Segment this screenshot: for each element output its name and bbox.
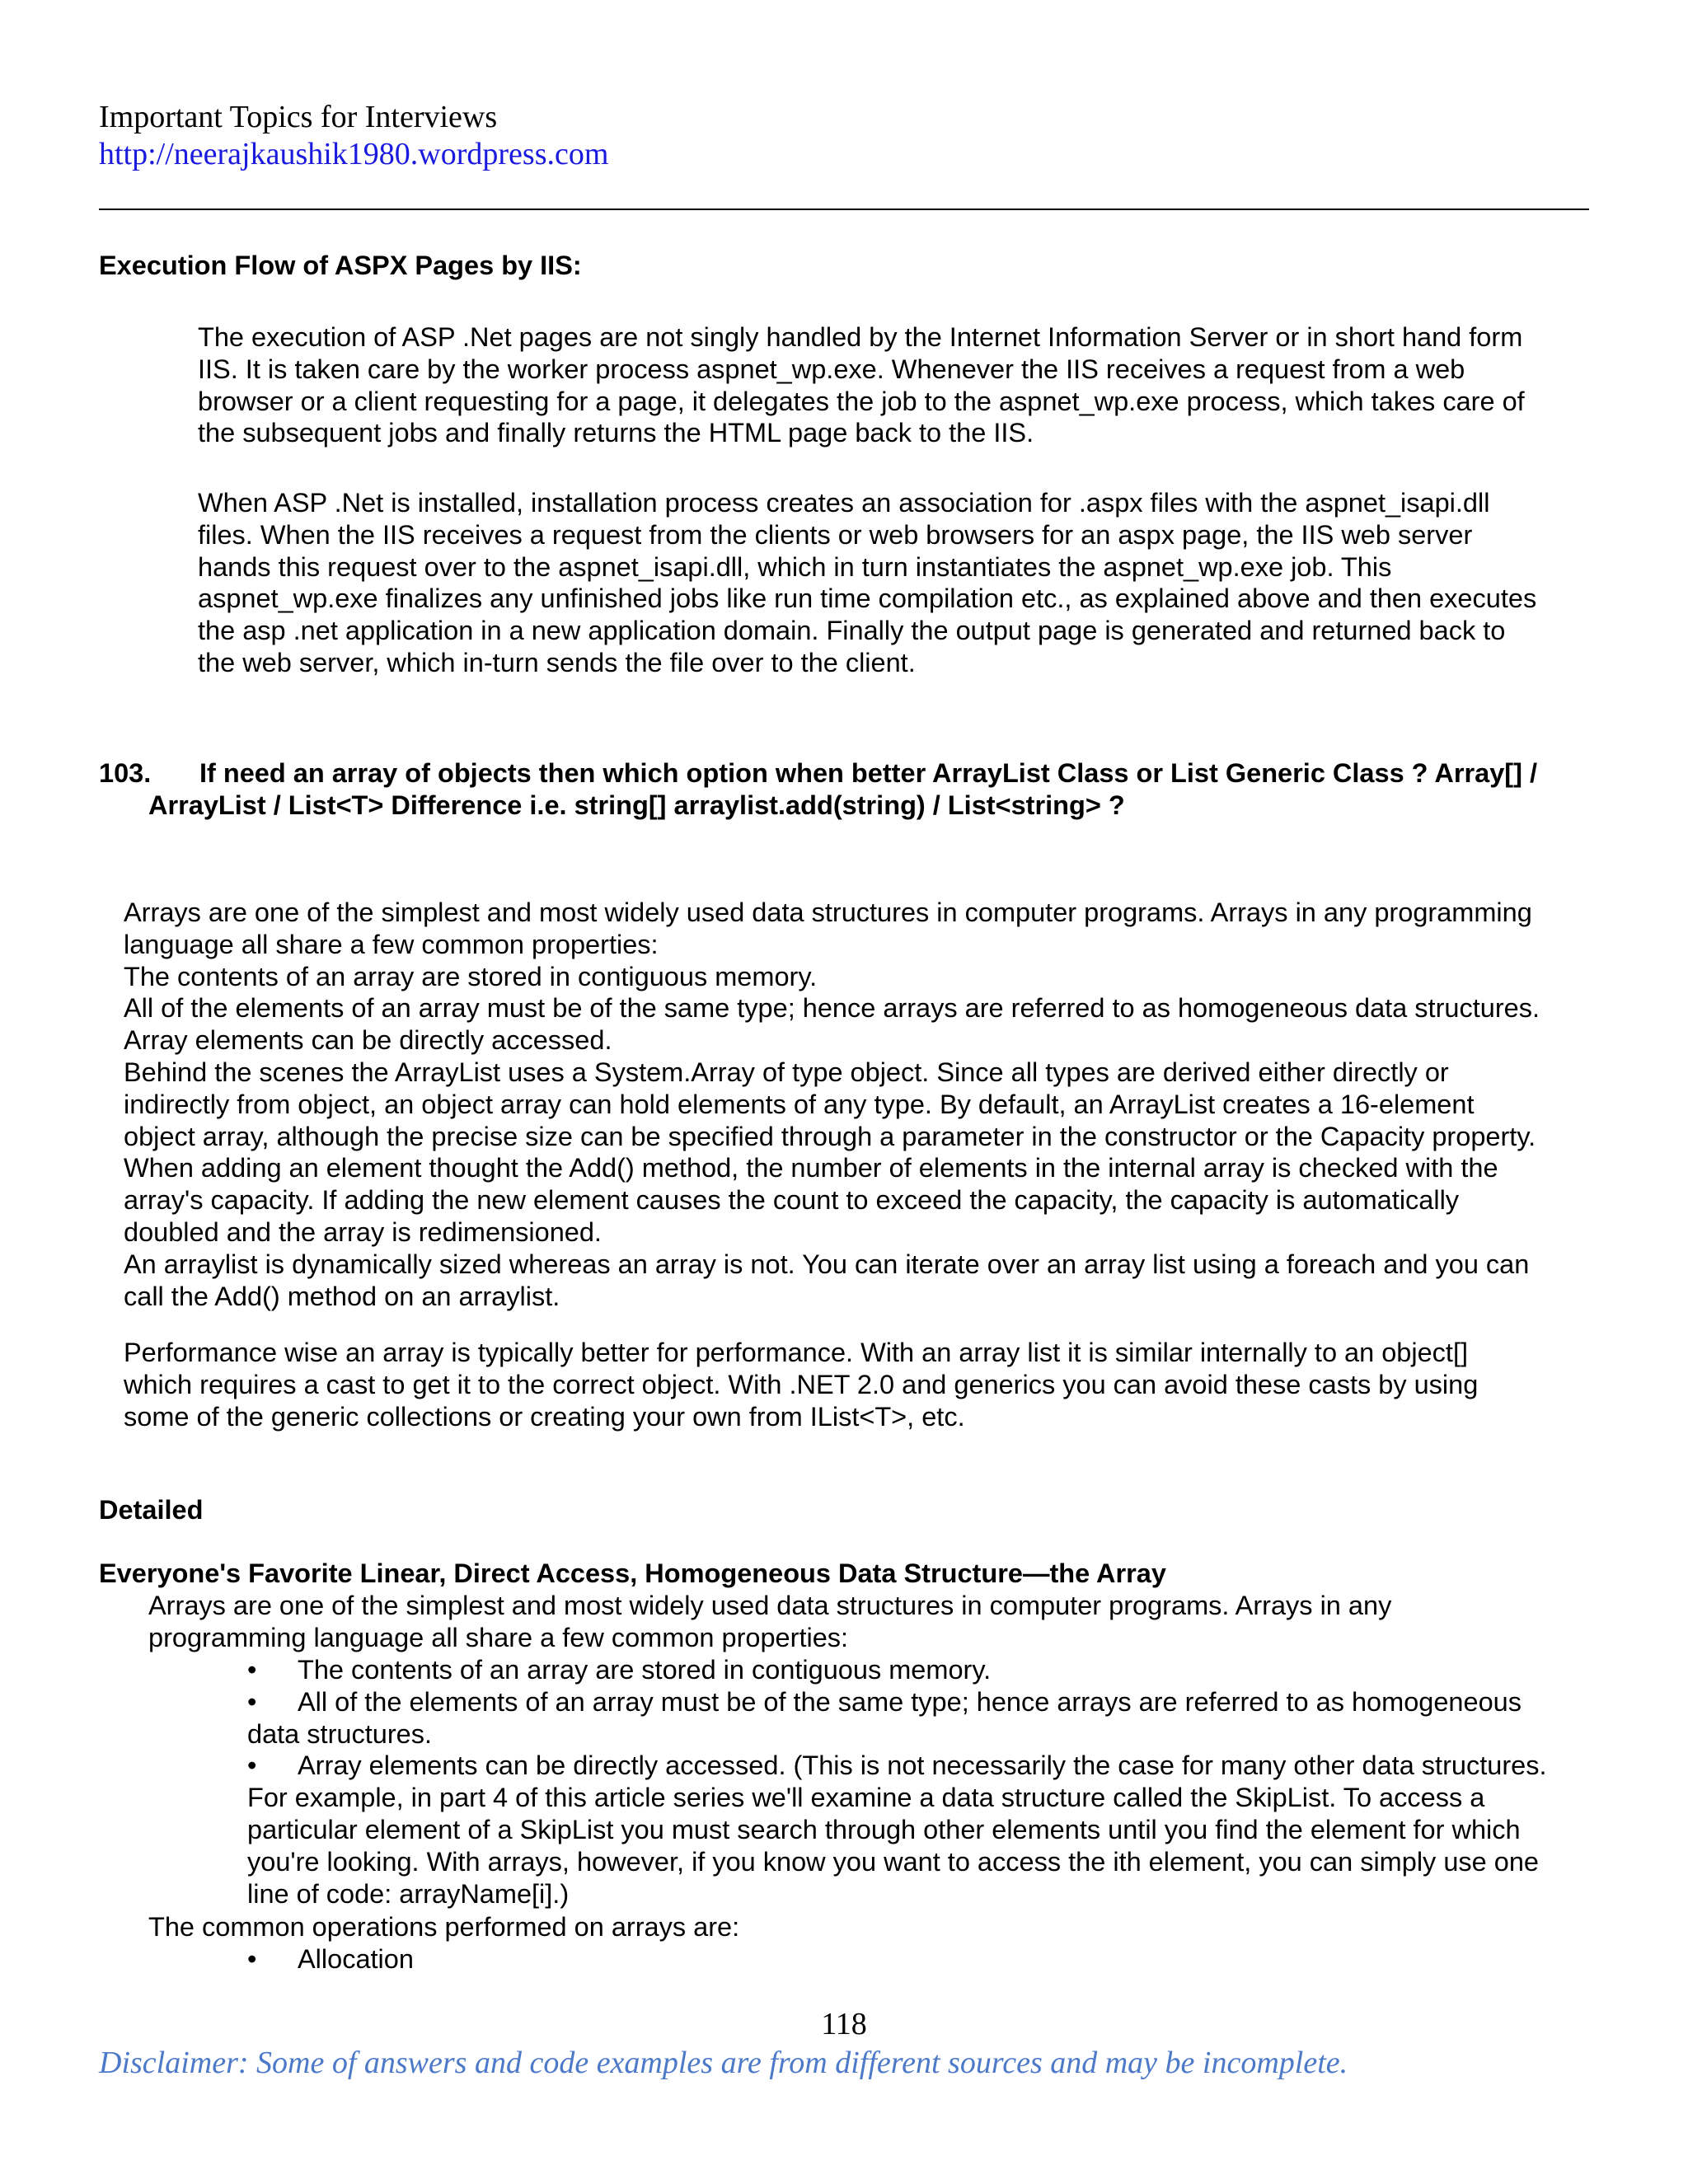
list-item-text: particular element of a SkipList you must search through other elements until you find the element for which <box>247 1814 1521 1844</box>
text-line: the web server, which in-turn sends the file over to the client. <box>198 647 916 677</box>
text-line: Arrays are one of the simplest and most widely used data structures in computer programs. Arrays in any programming <box>124 898 1532 927</box>
text-line: programming language all share a few common properties: <box>148 1622 849 1652</box>
list-item-text: The contents of an array are stored in contiguous memory. <box>298 1655 992 1685</box>
text-line: All of the elements of an array must be of the same type; hence arrays are referred to as homogeneous data structures. <box>124 993 1540 1024</box>
detailed-subheading: Everyone's Favorite Linear, Direct Access, Homogeneous Data Structure—the Array <box>99 1558 1166 1588</box>
text-line: indirectly from object, an object array can hold elements of any type. By default, an ArrayList creates a 16-element <box>124 1089 1475 1119</box>
performance-paragraph <box>124 1337 1607 1432</box>
question-text-line2: ArrayList / List<T> Difference i.e. string[] arraylist.add(string) / List<string> ? <box>148 790 1125 820</box>
list-item-text: Allocation <box>298 1944 414 1974</box>
question-heading <box>99 757 1599 822</box>
text-line: files. When the IIS receives a request from the clients or web browsers for an aspx page, the IIS web server <box>198 519 1473 550</box>
text-line: When adding an element thought the Add() method, the number of elements in the internal array is checked with the <box>124 1153 1498 1183</box>
text-line: some of the generic collections or creating your own from IList<T>, etc. <box>124 1401 965 1432</box>
properties-list <box>247 1654 1599 1910</box>
text-line: language all share a few common properties: <box>124 929 659 959</box>
bullet-icon: • <box>247 1655 257 1685</box>
text-line: the asp .net application in a new application domain. Finally the output page is generated and returned back to <box>198 616 1506 646</box>
bullet-icon: • <box>247 1750 257 1781</box>
bullet-icon: • <box>247 1944 257 1974</box>
text-line: Array elements can be directly accessed. <box>124 1025 612 1056</box>
question-number: 103. <box>99 758 152 788</box>
text-line: An arraylist is dynamically sized whereas an array is not. You can iterate over an array list using a foreach and you can <box>124 1249 1530 1279</box>
operations-list <box>247 1943 1599 1975</box>
iis-paragraph-1 <box>198 321 1615 449</box>
text-line: When ASP .Net is installed, installation process creates an association for .aspx files with the aspnet_isapi.dll <box>198 488 1490 518</box>
list-item <box>247 1750 1599 1910</box>
answer-paragraph <box>124 897 1607 1312</box>
text-line: hands this request over to the aspnet_isapi.dll, which in turn instantiates the aspnet_wp.exe job. This <box>198 551 1392 582</box>
list-item-text: you're looking. With arrays, however, if you know you want to access the ith element, you can simply use one <box>247 1846 1539 1877</box>
text-line: the subsequent jobs and finally returns the HTML page back to the IIS. <box>198 418 1034 448</box>
list-item-text: Array elements can be directly accessed. (This is not necessarily the case for many other data structures. <box>298 1750 1547 1781</box>
text-line: which requires a cast to get it to the correct object. With .NET 2.0 and generics you can avoid these casts by using <box>124 1369 1479 1399</box>
list-item-text: data structures. <box>247 1718 432 1749</box>
question-text-line1: If need an array of objects then which option when better ArrayList Class or List Generic Class ? Array[] / <box>199 758 1537 788</box>
text-line: The execution of ASP .Net pages are not singly handled by the Internet Information Server or in short hand form <box>198 322 1523 352</box>
text-line: Performance wise an array is typically better for performance. With an array list it is similar internally to an object[] <box>124 1338 1469 1367</box>
list-item <box>247 1686 1599 1750</box>
header-title: Important Topics for Interviews <box>99 100 498 134</box>
list-item-text: For example, in part 4 of this article series we'll examine a data structure called the SkipList. To access a <box>247 1783 1485 1813</box>
list-item <box>247 1943 1599 1975</box>
text-line: call the Add() method on an arraylist. <box>124 1281 560 1311</box>
header-url-link[interactable]: http://neerajkaushik1980.wordpress.com <box>99 137 609 171</box>
iis-paragraph-2 <box>198 487 1615 679</box>
text-line: array's capacity. If adding the new element causes the count to exceed the capacity, the capacity is automatically <box>124 1185 1460 1216</box>
text-line: object array, although the precise size can be specified through a parameter in the constructor or the Capacity property. <box>124 1121 1536 1151</box>
list-item <box>247 1654 1599 1686</box>
list-item-text: All of the elements of an array must be of the same type; hence arrays are referred to as homogeneous <box>298 1686 1522 1717</box>
detailed-heading: Detailed <box>99 1495 204 1525</box>
text-line: browser or a client requesting for a page, it delegates the job to the aspnet_wp.exe process, which takes care of <box>198 386 1525 416</box>
bullet-icon: • <box>247 1686 257 1717</box>
footer-disclaimer: Disclaimer: Some of answers and code examples are from different sources and may be incomplete. <box>99 2046 1348 2080</box>
list-item-text: line of code: arrayName[i].) <box>247 1878 570 1909</box>
text-line: The contents of an array are stored in contiguous memory. <box>124 961 818 991</box>
header-divider <box>99 209 1589 210</box>
text-line: aspnet_wp.exe finalizes any unfinished jobs like run time compilation etc., as explained above and then executes <box>198 583 1537 614</box>
page-number: 118 <box>821 2007 867 2041</box>
text-line: doubled and the array is redimensioned. <box>124 1216 602 1247</box>
section-heading-iis: Execution Flow of ASPX Pages by IIS: <box>99 251 582 280</box>
text-line: Behind the scenes the ArrayList uses a System.Array of type object. Since all types are derived either directly or <box>124 1057 1449 1087</box>
operations-intro: The common operations performed on arrays are: <box>148 1912 740 1942</box>
text-line: Arrays are one of the simplest and most widely used data structures in computer programs. Arrays in any <box>148 1591 1392 1620</box>
text-line: IIS. It is taken care by the worker process aspnet_wp.exe. Whenever the IIS receives a request from a web <box>198 354 1465 384</box>
detailed-intro <box>148 1590 1599 1654</box>
